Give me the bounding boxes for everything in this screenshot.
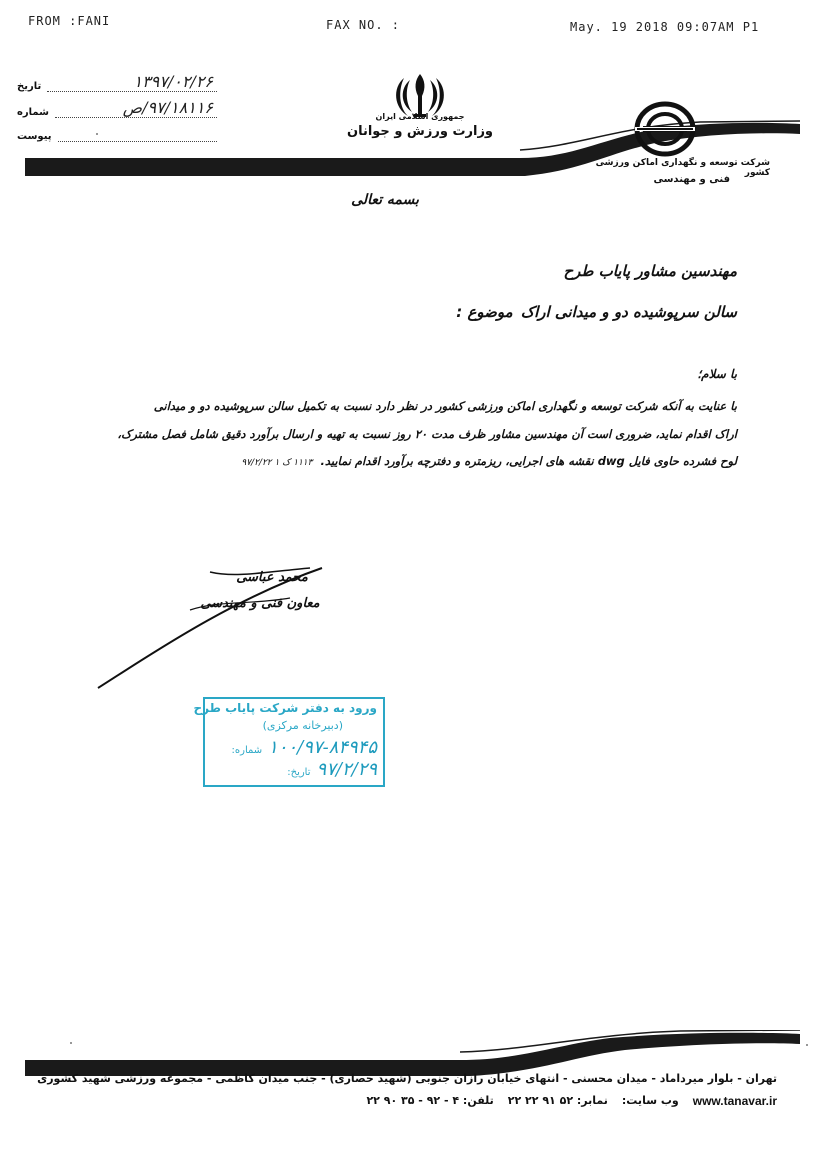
date-value: ۱۳۹۷/۰۲/۲۶ [47,73,217,92]
footer-contact [366,1094,777,1108]
date-label: تاریخ [17,81,42,92]
fax-from: FROM :FANI [28,14,111,28]
footer-website-label: وب سایت: [621,1094,679,1107]
body-line-2: اراک اقدام نماید، ضروری است آن مهندسین مشاور ظرف مدت ۲۰ روز نسبت به تهیه و ارسال برآورد دقیق شامل فصل مشترک، [117,427,737,441]
body-line-3-text: لوح فشرده حاوی فایل dwg نقشه های اجرایی، ریزمتره و دفترچه برآورد اقدام نمایید. [320,454,737,468]
stamp-date-value: ۹۷/۲/۲۹ [316,759,377,780]
subject-row [456,303,737,321]
stamp-number-row [232,737,377,758]
company-name: شرکت توسعه و نگهداری اماکن ورزشی کشور [595,158,770,178]
signatory-name: محمد عباسی [236,570,308,585]
subject-label: موضوع : [456,303,513,321]
stamp-subtitle: (دبیرخانه مرکزی) [262,719,343,732]
greeting: با سلام؛ [697,367,737,381]
meta-date-row [17,72,217,92]
footer-address: تهران - بلوار میرداماد - میدان محسنی - انتهای خیابان رازان جنوبی (شهید حصاری) - جنب میدان کاظمی - مجموعه ورزشی شهید کشوری [37,1072,777,1085]
fax-number: FAX NO. : [326,18,401,32]
company-department: فنی و مهندسی [653,174,730,185]
recipient: مهندسین مشاور پایاب طرح [563,262,737,280]
fax-datetime: May. 19 2018 09:07AM P1 [570,20,760,34]
signatory-title: معاون فنی و مهندسی [200,596,320,611]
stamp-date-row [287,759,377,780]
scan-speck [70,1042,72,1044]
stamp-number-value: ۱۰۰/۹۷-۸۴۹۴۵ [268,737,377,758]
stamp-number-label: شماره: [231,745,263,756]
footer-phone: تلفن: ۴ - ۹۲ - ۳۵ ۹۰ ۲۲ [366,1094,494,1107]
body-line-1: با عنایت به آنکه شرکت توسعه و نگهداری اماکن ورزشی کشور در نظر دارد نسبت به تکمیل سالن سرپوشیده دو و میدانی [153,399,737,413]
handwritten-note: ۱۱۱۳ ک ۱ ۹۷/۲/۲۲ [241,458,313,468]
body-line-3 [241,454,737,468]
meta-number-row [17,98,217,118]
stamp-title: ورود به دفتر شرکت پایاب طرح [193,701,377,715]
number-label: شماره [17,107,49,118]
receipt-stamp [193,697,385,787]
subject-text: سالن سرپوشیده دو و میدانی اراک [520,303,737,321]
bismillah-heading: بسمه تعالی [351,192,419,208]
number-value: ۹۷/۱۸۱۱۶/ص [55,99,217,118]
attachment-label: پیوست [17,131,52,142]
footer-website-link[interactable]: www.tanavar.ir [692,1094,777,1108]
stamp-date-label: تاریخ: [287,767,311,778]
scan-speck [806,1044,808,1046]
footer-fax: نمابر: ۵۲ ۹۱ ۲۲ ۲۲ [507,1094,608,1107]
ministry-name: وزارت ورزش و جوانان [346,124,494,139]
ministry-subtitle: جمهوری اسلامی ایران [375,112,465,121]
company-logo-icon [633,100,697,158]
scan-speck [96,133,98,135]
